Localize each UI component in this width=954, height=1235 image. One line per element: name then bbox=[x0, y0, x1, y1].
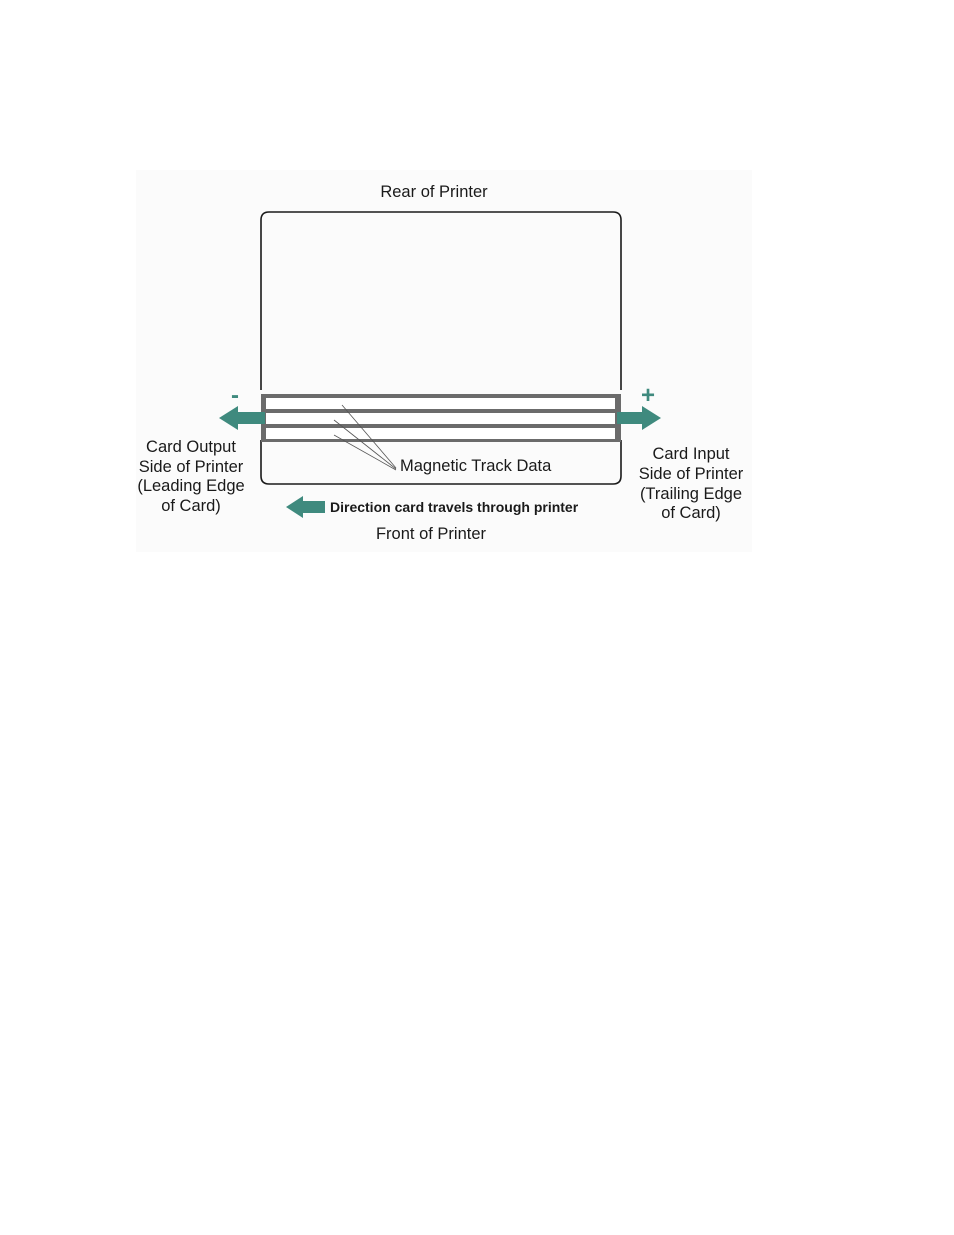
output-side-line-2: Side of Printer bbox=[138, 458, 244, 476]
input-side-line-1: Card Input bbox=[652, 445, 730, 463]
output-side-line-3: (Leading Edge bbox=[137, 477, 245, 495]
input-side-line-2: Side of Printer bbox=[638, 465, 744, 483]
input-side-line-4: of Card) bbox=[661, 504, 721, 522]
front-of-printer-label: Front of Printer bbox=[375, 525, 487, 543]
output-side-line-1: Card Output bbox=[146, 438, 236, 456]
direction-label: Direction card travels through printer bbox=[330, 499, 579, 515]
plus-sign: + bbox=[640, 382, 656, 409]
magnetic-track-data-label: Magnetic Track Data bbox=[400, 457, 552, 475]
rear-of-printer-label: Rear of Printer bbox=[380, 183, 488, 201]
output-side-line-4: of Card) bbox=[161, 497, 221, 515]
minus-sign: - bbox=[231, 382, 239, 409]
magnetic-track-3 bbox=[266, 428, 615, 439]
magnetic-track-1 bbox=[266, 398, 615, 409]
input-side-line-3: (Trailing Edge bbox=[639, 485, 743, 503]
magnetic-track-2 bbox=[266, 413, 615, 424]
